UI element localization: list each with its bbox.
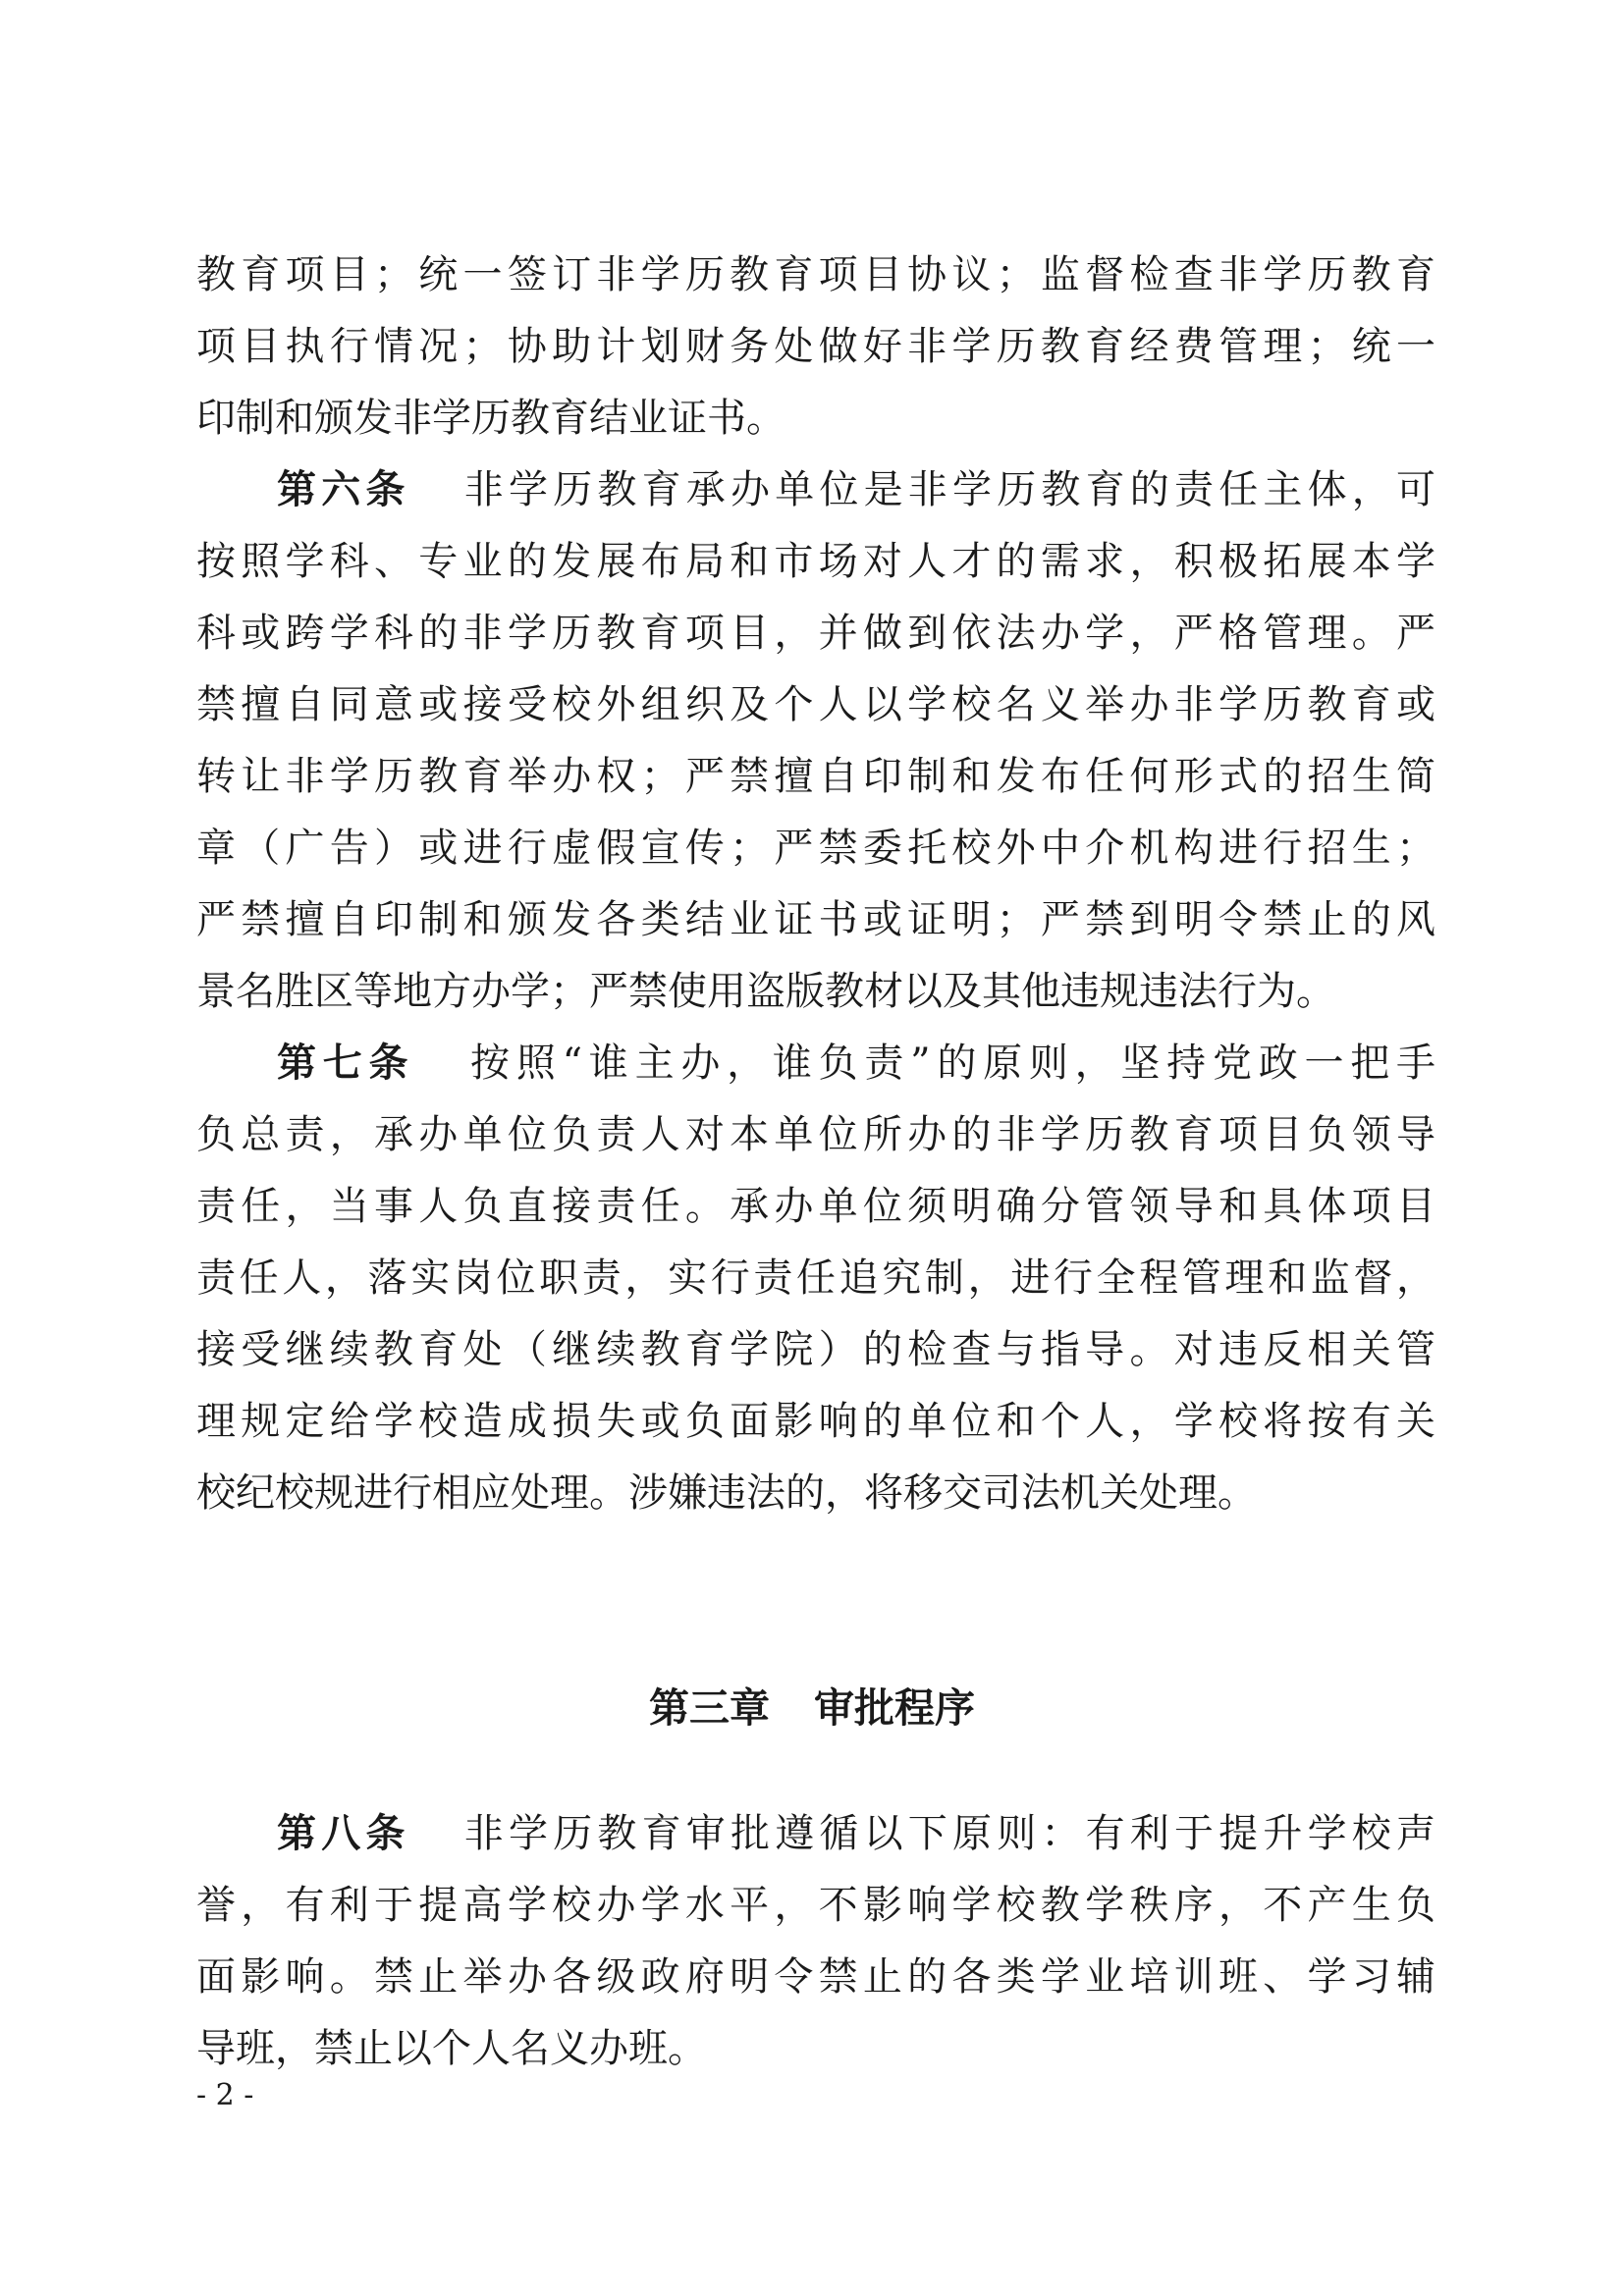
text-line: 接受继续教育处（继续教育学院）的检查与指导。对违反相关管 [196,1327,1435,1372]
text-line: 理规定给学校造成损失或负面影响的单位和个人，学校将按有关 [196,1399,1435,1444]
article-8-first-line [277,1794,1435,1873]
text-line: 负总责，承办单位负责人对本单位所办的非学历教育项目负领导 [196,1112,1435,1157]
text-line: 景名胜区等地方办学；严禁使用盗版教材以及其他违规违法行为。 [196,969,1335,1014]
text-line: 项目执行情况；协助计划财务处做好非学历教育经费管理；统一 [196,324,1435,369]
text-line: 按照学科、专业的发展布局和市场对人才的需求，积极拓展本学 [196,539,1435,584]
article-7-label: 第七条 [277,1041,415,1086]
text-line: 誉，有利于提高学校办学水平，不影响学校教学秩序，不产生负 [196,1883,1435,1928]
text-line: 科或跨学科的非学历教育项目，并做到依法办学，严格管理。严 [196,611,1435,656]
text-line: 面影响。禁止举办各级政府明令禁止的各类学业培训班、学习辅 [196,1954,1435,2000]
text-line: 导班，禁止以个人名义办班。 [196,2026,707,2071]
article-8-label: 第八条 [277,1811,410,1856]
chapter-title: 审批程序 [814,1684,975,1732]
article-6-first-line [277,451,1435,529]
article-7-text: 按照“谁主办，谁负责”的原则，坚持党政一把手 [463,1041,1435,1086]
text-line: 印制和颁发非学历教育结业证书。 [196,396,785,441]
chapter-heading [0,1669,1624,1747]
text-line: 转让非学历教育举办权；严禁擅自印制和发布任何形式的招生简 [196,754,1435,799]
article-6-text: 非学历教育承办单位是非学历教育的责任主体，可 [459,467,1436,512]
text-line: 章（广告）或进行虚假宣传；严禁委托校外中介机构进行招生； [196,826,1435,871]
article-7-first-line [277,1024,1435,1102]
text-line: 禁擅自同意或接受校外组织及个人以学校名义举办非学历教育或 [196,682,1435,727]
text-line: 严禁擅自印制和颁发各类结业证书或证明；严禁到明令禁止的风 [196,897,1435,942]
article-6-label: 第六条 [277,467,410,512]
text-line: 校纪校规进行相应处理。涉嫌违法的，将移交司法机关处理。 [196,1470,1257,1516]
text-line: 责任，当事人负直接责任。承办单位须明确分管领导和具体项目 [196,1184,1435,1229]
chapter-number: 第三章 [649,1684,770,1732]
article-8-text: 非学历教育审批遵循以下原则：有利于提升学校声 [459,1811,1436,1856]
text-line: 教育项目；统一签订非学历教育项目协议；监督检查非学历教育 [196,252,1435,297]
text-line: 责任人，落实岗位职责，实行责任追究制，进行全程管理和监督， [196,1255,1435,1301]
page-number: - 2 - [196,2078,254,2112]
